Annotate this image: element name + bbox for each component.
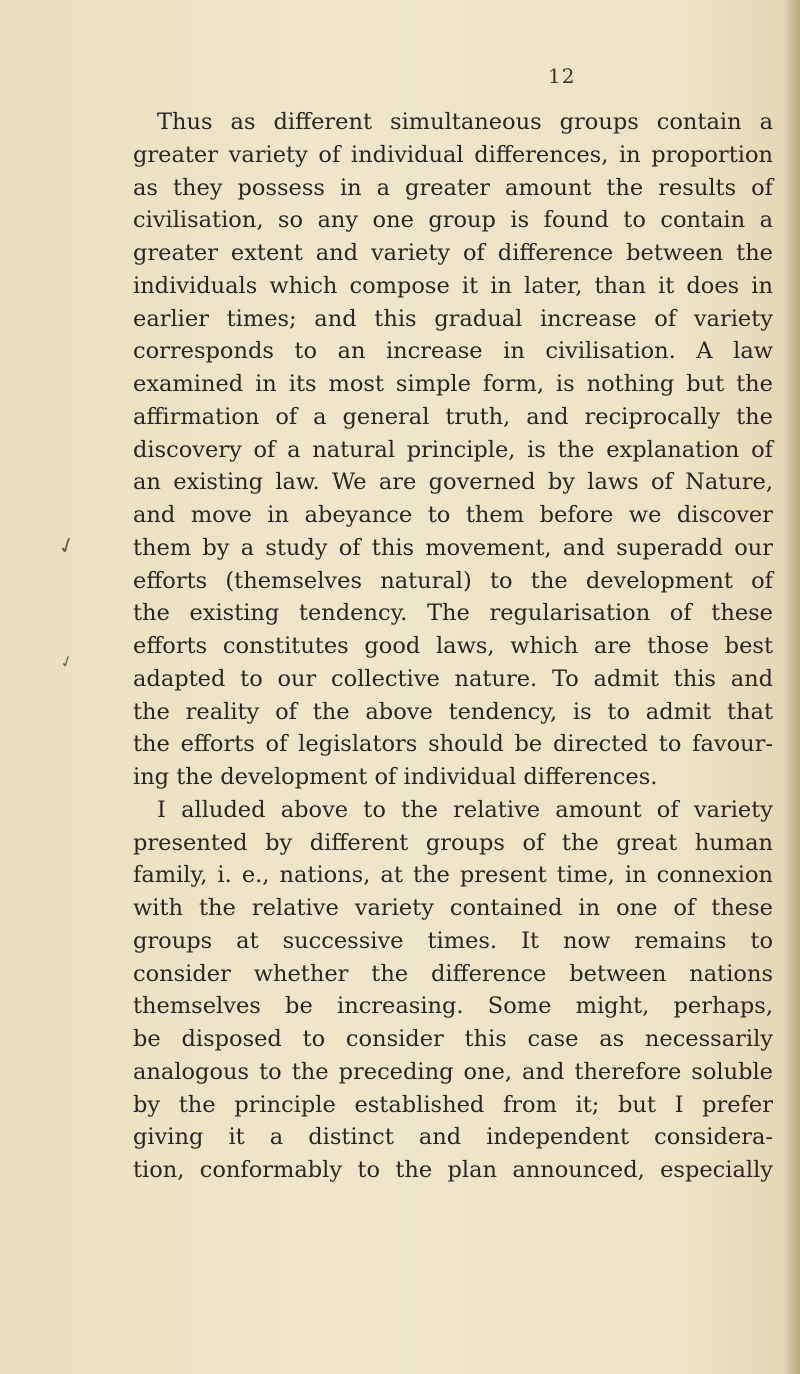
text-line: corresponds to an increase in civilisation. A law bbox=[133, 338, 773, 365]
text-line: as they possess in a greater amount the results of bbox=[133, 174, 773, 201]
text-line: consider whether the difference between nations bbox=[133, 960, 773, 987]
margin-check-mark: ✓ bbox=[57, 650, 77, 673]
text-line: discovery of a natural principle, is the explanation of bbox=[133, 436, 773, 463]
text-line: family, i. e., nations, at the present time, in connexion bbox=[133, 862, 773, 889]
margin-check-mark: ✓ bbox=[54, 531, 81, 562]
text-line: the reality of the above tendency, is to admit that bbox=[133, 698, 773, 725]
text-line: I alluded above to the relative amount of variety bbox=[157, 796, 773, 823]
text-line: examined in its most simple form, is nothing but the bbox=[133, 371, 773, 397]
text-line: ing the development of individual differences. bbox=[133, 764, 658, 790]
text-line: analogous to the preceding one, and therefore soluble bbox=[133, 1058, 773, 1085]
text-line: efforts constitutes good laws, which are those best bbox=[133, 633, 773, 659]
text-line: earlier times; and this gradual increase of variety bbox=[133, 305, 773, 332]
text-line: giving it a distinct and independent considera- bbox=[133, 1124, 773, 1151]
page-edge-shadow bbox=[784, 0, 800, 1374]
text-line: affirmation of a general truth, and reciprocally the bbox=[133, 403, 773, 430]
text-line: greater variety of individual differences, in proportion bbox=[133, 141, 773, 168]
body-text bbox=[133, 106, 773, 1187]
text-line: themselves be increasing. Some might, perhaps, bbox=[133, 993, 773, 1020]
text-line: Thus as different simultaneous groups contain a bbox=[157, 109, 773, 135]
text-line: presented by different groups of the great human bbox=[133, 829, 773, 856]
text-line: adapted to our collective nature. To admit this and bbox=[133, 665, 773, 692]
text-line: by the principle established from it; but I prefer bbox=[133, 1091, 773, 1118]
text-line: individuals which compose it in later, than it does in bbox=[133, 272, 773, 299]
text-line: them by a study of this movement, and superadd our bbox=[133, 534, 773, 561]
text-line: with the relative variety contained in one of these bbox=[133, 895, 773, 921]
text-line: the efforts of legislators should be directed to favour- bbox=[133, 731, 773, 758]
text-line: civilisation, so any one group is found to contain a bbox=[133, 207, 773, 234]
text-line: the existing tendency. The regularisation of these bbox=[133, 600, 773, 627]
text-line: tion, conformably to the plan announced, especially bbox=[133, 1157, 773, 1183]
text-line: an existing law. We are governed by laws of Nature, bbox=[133, 469, 773, 496]
text-line: greater extent and variety of difference between the bbox=[133, 240, 773, 266]
text-line: efforts (themselves natural) to the development of bbox=[133, 567, 773, 594]
page-number: 12 bbox=[548, 64, 576, 88]
text-line: be disposed to consider this case as necessarily bbox=[133, 1026, 773, 1052]
text-line: and move in abeyance to them before we discover bbox=[133, 502, 773, 528]
text-line: groups at successive times. It now remains to bbox=[133, 927, 773, 954]
